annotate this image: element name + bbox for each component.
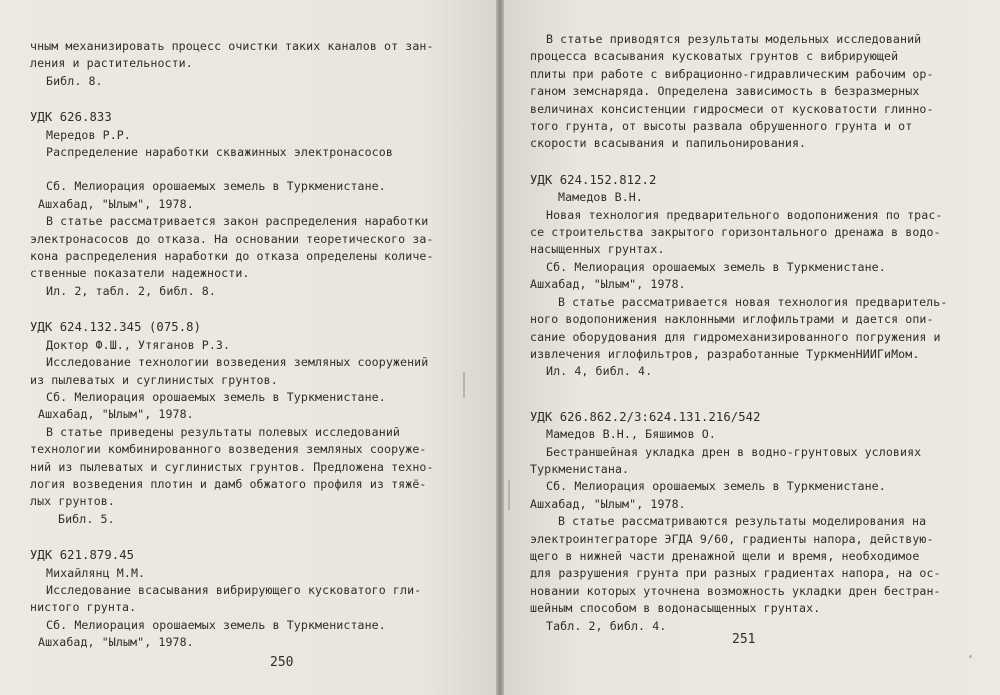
right-page [504, 0, 1000, 695]
bibliography-note: Библ. 8. [46, 73, 103, 88]
entry-title: се строительства закрытого горизонтального дренажа в водо- [530, 225, 941, 240]
print-speck [463, 372, 465, 398]
abstract-line: электроинтеграторе ЭГДА 9/60, градиенты напора, действую- [530, 531, 934, 546]
print-speck [969, 655, 972, 658]
page-number: 250 [270, 655, 294, 670]
abstract-line: лых грунтов. [30, 494, 115, 509]
bibliography-note: Табл. 2, библ. 4. [546, 618, 667, 633]
text-line: ления и растительности. [30, 56, 193, 71]
entry-publisher: Ашхабад, "Ылым", 1978. [38, 635, 194, 650]
entry-source: Сб. Мелиорация орошаемых земель в Туркменистане. [46, 389, 386, 404]
entry-title: Исследование технологии возведения земляных сооружений [46, 355, 429, 370]
abstract-line: щего в нижней части дренажной щели и время, необходимое [530, 548, 920, 563]
entry-source: Сб. Мелиорация орошаемых земель в Туркменистане. [546, 479, 886, 494]
entry-author: Мередов Р.Р. [46, 127, 131, 142]
entry-source: Сб. Мелиорация орошаемых земель в Туркменистане. [546, 259, 886, 274]
entry-title: Исследование всасывания вибрирующего кусковатого гли- [46, 582, 422, 597]
abstract-line: ственные показатели надежности. [30, 266, 250, 281]
abstract-line: новании которых уточнена возможность укладки дрен бестран- [530, 583, 941, 598]
entry-title: нистого грунта. [30, 600, 137, 615]
abstract-line: В статье рассматривается новая технология предваритель- [558, 294, 948, 309]
udk-code: УДК 626.833 [30, 110, 112, 125]
abstract-line: электронасосов до отказа. На основании теоретического за- [30, 231, 434, 246]
abstract-line: логия возведения плотин и дамб обжатого профиля из тяжё- [30, 476, 427, 491]
bibliography-note: Ил. 4, библ. 4. [546, 364, 653, 379]
entry-publisher: Ашхабад, "Ылым", 1978. [530, 277, 686, 292]
right-column [530, 31, 970, 635]
entry-title: Туркменистана. [530, 461, 630, 476]
abstract-line: скорости всасывания и папильонирования. [530, 136, 807, 151]
bibliography-note: Ил. 2, табл. 2, библ. 8. [46, 283, 216, 298]
abstract-line: В статье приведены результаты полевых исследований [46, 424, 401, 439]
entry-author: Доктор Ф.Ш., Утяганов Р.З. [46, 337, 231, 352]
text-line: чным механизировать процесс очистки таких каналов от зан- [30, 39, 434, 53]
entry-title: Бестраншейная укладка дрен в водно-грунтовых условиях [546, 444, 922, 459]
abstract-line: кона распределения наработки до отказа определены количе- [30, 249, 434, 264]
udk-code: УДК 624.132.345 (075.8) [30, 320, 202, 335]
udk-code: УДК 621.879.45 [30, 548, 135, 563]
abstract-line: сание оборудования для гидромеханизированного погружения и [530, 329, 941, 344]
entry-author: Мамедов В.Н., Бяшимов О. [546, 427, 716, 442]
abstract-line: плиты при работе с вибрационно-гидравлическим рабочим ор- [530, 66, 934, 81]
entry-title: насыщенных грунтах. [530, 242, 665, 257]
abstract-line: В статье рассматриваются результаты моделирования на [558, 514, 927, 529]
bibliography-note: Библ. 5. [58, 511, 115, 526]
abstract-line: ного водопонижения наклонными иглофильтрами и дается опи- [530, 312, 934, 327]
book-gutter [496, 0, 504, 695]
entry-source: Сб. Мелиорация орошаемых земель в Туркменистане. [46, 617, 386, 632]
left-page [0, 0, 496, 695]
abstract-line: извлечения иглофильтров, разработанные ТуркменНИИГиМом. [530, 346, 920, 361]
abstract-line: того грунта, от высоты развала обрушенного грунта и от [530, 119, 913, 134]
abstract-line: процесса всасывания кусковатых грунтов с вибрирующей [530, 49, 899, 64]
entry-publisher: Ашхабад, "Ылым", 1978. [530, 496, 686, 511]
udk-code: УДК 624.152.812.2 [530, 172, 657, 187]
entry-title: из пылеватых и суглинистых грунтов. [30, 372, 278, 387]
entry-source: Сб. Мелиорация орошаемых земель в Туркменистане. [46, 179, 386, 194]
udk-code: УДК 626.862.2/3:624.131.216/542 [530, 409, 761, 424]
abstract-line: В статье приводятся результаты модельных исследований [546, 32, 922, 46]
entry-title: Распределение наработки скважинных электронасосов [46, 145, 393, 160]
abstract-line: ганом земснаряда. Определена зависимость в безразмерных [530, 84, 920, 99]
left-column [30, 38, 475, 652]
abstract-line: В статье рассматривается закон распределения наработки [46, 214, 429, 229]
entry-publisher: Ашхабад, "Ылым", 1978. [38, 196, 194, 211]
entry-publisher: Ашхабад, "Ылым", 1978. [38, 407, 194, 422]
abstract-line: шейным способом в водонасыщенных грунтах. [530, 601, 821, 616]
abstract-line: технологии комбинированного возведения земляных сооруже- [30, 442, 427, 457]
page-number: 251 [732, 632, 756, 647]
entry-title: Новая технология предварительного водопонижения по трас- [546, 207, 943, 222]
abstract-line: величинах консистенции гидросмеси от кусковатости глинно- [530, 101, 934, 116]
entry-author: Михайлянц М.М. [46, 565, 146, 580]
abstract-line: ний из пылеватых и суглинистых грунтов. Предложена техно- [30, 459, 434, 474]
entry-author: Мамедов В.Н. [558, 190, 643, 205]
abstract-line: для разрушения грунта при разных градиентах напора, на ос- [530, 566, 941, 581]
print-speck [508, 480, 510, 510]
